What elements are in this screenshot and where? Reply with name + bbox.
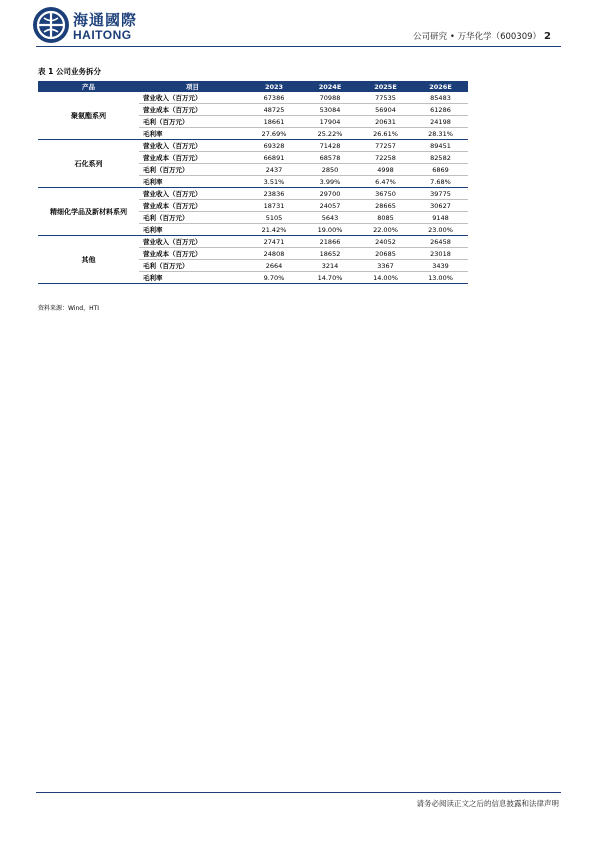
value-cell: 85483: [413, 92, 468, 104]
value-cell: 7.68%: [413, 176, 468, 188]
table-row: [38, 140, 468, 152]
value-cell: 66891: [246, 152, 302, 164]
item-cell: 营业收入（百万元）: [139, 140, 246, 152]
item-cell: 营业成本（百万元）: [139, 248, 246, 260]
value-cell: 9.70%: [246, 272, 302, 284]
value-cell: 2664: [246, 260, 302, 272]
item-cell: 毛利（百万元）: [139, 212, 246, 224]
item-cell: 毛利（百万元）: [139, 164, 246, 176]
value-cell: 27471: [246, 236, 302, 248]
column-header: 2023: [246, 81, 302, 92]
item-cell: 营业成本（百万元）: [139, 152, 246, 164]
table-row: [38, 236, 468, 248]
value-cell: 26458: [413, 236, 468, 248]
value-cell: 23836: [246, 188, 302, 200]
value-cell: 18661: [246, 116, 302, 128]
value-cell: 18731: [246, 200, 302, 212]
business-breakdown-table: [38, 81, 468, 284]
item-cell: 毛利率: [139, 176, 246, 188]
value-cell: 82582: [413, 152, 468, 164]
item-cell: 营业成本（百万元）: [139, 200, 246, 212]
item-cell: 营业收入（百万元）: [139, 188, 246, 200]
item-cell: 营业收入（百万元）: [139, 92, 246, 104]
item-cell: 毛利率: [139, 272, 246, 284]
value-cell: 23018: [413, 248, 468, 260]
source-note: 资料来源：Wind，HTI: [38, 305, 100, 312]
value-cell: 24808: [246, 248, 302, 260]
value-cell: 69328: [246, 140, 302, 152]
value-cell: 19.00%: [302, 224, 358, 236]
value-cell: 24198: [413, 116, 468, 128]
value-cell: 70988: [302, 92, 358, 104]
report-header: [413, 30, 551, 42]
header-divider: [36, 46, 561, 47]
value-cell: 48725: [246, 104, 302, 116]
value-cell: 89451: [413, 140, 468, 152]
value-cell: 17904: [302, 116, 358, 128]
value-cell: 29700: [302, 188, 358, 200]
product-cell: 其他: [38, 236, 139, 284]
value-cell: 68578: [302, 152, 358, 164]
value-cell: 3.51%: [246, 176, 302, 188]
item-cell: 营业收入（百万元）: [139, 236, 246, 248]
value-cell: 2437: [246, 164, 302, 176]
value-cell: 6.47%: [358, 176, 413, 188]
value-cell: 14.70%: [302, 272, 358, 284]
report-title: 公司研究 • 万华化学（600309）: [413, 32, 542, 42]
page-number: 2: [544, 31, 551, 42]
value-cell: 3367: [358, 260, 413, 272]
table-row: [38, 188, 468, 200]
value-cell: 2850: [302, 164, 358, 176]
value-cell: 20631: [358, 116, 413, 128]
item-cell: 毛利（百万元）: [139, 260, 246, 272]
value-cell: 56904: [358, 104, 413, 116]
column-header: 项目: [139, 81, 246, 92]
value-cell: 9148: [413, 212, 468, 224]
value-cell: 3214: [302, 260, 358, 272]
column-header: 2025E: [358, 81, 413, 92]
value-cell: 14.00%: [358, 272, 413, 284]
footer-disclaimer: 请务必阅读正文之后的信息披露和法律声明: [416, 799, 559, 808]
value-cell: 26.61%: [358, 128, 413, 140]
product-cell: 精细化学品及新材料系列: [38, 188, 139, 236]
column-header: 2024E: [302, 81, 358, 92]
value-cell: 36750: [358, 188, 413, 200]
value-cell: 21866: [302, 236, 358, 248]
value-cell: 6869: [413, 164, 468, 176]
value-cell: 18652: [302, 248, 358, 260]
value-cell: 28665: [358, 200, 413, 212]
value-cell: 67386: [246, 92, 302, 104]
value-cell: 20685: [358, 248, 413, 260]
value-cell: 30627: [413, 200, 468, 212]
value-cell: 53084: [302, 104, 358, 116]
column-header: 产品: [38, 81, 139, 92]
value-cell: 24052: [358, 236, 413, 248]
value-cell: 28.31%: [413, 128, 468, 140]
haitong-logo: [33, 6, 138, 46]
item-cell: 毛利（百万元）: [139, 116, 246, 128]
value-cell: 13.00%: [413, 272, 468, 284]
logo-english-name: HAITONG: [73, 28, 132, 42]
item-cell: 毛利率: [139, 128, 246, 140]
value-cell: 72258: [358, 152, 413, 164]
value-cell: 24057: [302, 200, 358, 212]
value-cell: 5105: [246, 212, 302, 224]
item-cell: 营业成本（百万元）: [139, 104, 246, 116]
table-caption: 表 1 公司业务拆分: [38, 67, 101, 76]
product-cell: 聚氨酯系列: [38, 92, 139, 140]
value-cell: 3.99%: [302, 176, 358, 188]
value-cell: 3439: [413, 260, 468, 272]
value-cell: 61286: [413, 104, 468, 116]
table-row: [38, 92, 468, 104]
value-cell: 8085: [358, 212, 413, 224]
value-cell: 25.22%: [302, 128, 358, 140]
haitong-emblem-icon: [33, 7, 69, 43]
logo-chinese-name: 海通國際: [73, 11, 138, 29]
value-cell: 5643: [302, 212, 358, 224]
product-cell: 石化系列: [38, 140, 139, 188]
value-cell: 21.42%: [246, 224, 302, 236]
value-cell: 77257: [358, 140, 413, 152]
item-cell: 毛利率: [139, 224, 246, 236]
footer-divider: [36, 792, 561, 793]
value-cell: 71428: [302, 140, 358, 152]
value-cell: 39775: [413, 188, 468, 200]
value-cell: 23.00%: [413, 224, 468, 236]
value-cell: 4998: [358, 164, 413, 176]
value-cell: 27.69%: [246, 128, 302, 140]
value-cell: 22.00%: [358, 224, 413, 236]
column-header: 2026E: [413, 81, 468, 92]
table-header-row: [38, 81, 468, 92]
value-cell: 77535: [358, 92, 413, 104]
